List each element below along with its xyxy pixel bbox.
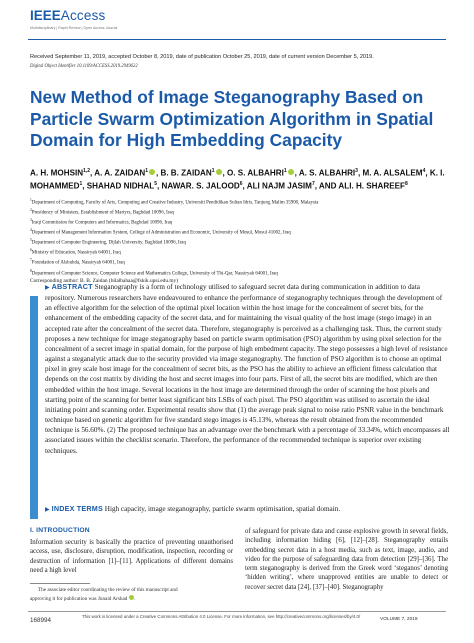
triangle-bullet-icon: ▶ — [45, 285, 50, 291]
affiliation-list — [30, 197, 455, 278]
affiliation-text: Department of Computer Science, Computer Science and Mathematics College, University of Thi-Qar, Nassiryah 64001, Iraq — [31, 271, 278, 277]
footer-divider — [28, 611, 446, 612]
author-affiliation-sup: 1 — [283, 168, 287, 174]
orcid-icon[interactable] — [129, 595, 134, 600]
author-affiliation-sup: 3 — [355, 168, 358, 174]
author-name: AND ALI. H. SHAREEF — [318, 181, 405, 191]
affiliation-item — [30, 247, 455, 257]
affiliation-text: Department of Management Information System, College of Administration and Economic, University of Mosul, Mosul 41002, Iraq — [31, 230, 291, 236]
affiliation-number: 8 — [30, 268, 32, 273]
received-dates: Received September 11, 2019, accepted October 8, 2019, date of publication October 25, 2019, date of current version December 5, 2019. — [30, 54, 374, 60]
author-name: SHAHAD NIDHAL — [86, 181, 155, 191]
editor-footnote — [30, 586, 233, 603]
orcid-icon[interactable] — [216, 169, 222, 175]
author-affiliation-sup: 1 — [79, 181, 83, 188]
author-affiliation-sup: 1 — [211, 168, 215, 174]
author-name: M. A. ALSALEM — [362, 168, 423, 178]
footnote-divider — [30, 583, 90, 584]
author-separator: , — [82, 181, 87, 191]
section-heading-introduction: I. INTRODUCTION — [30, 527, 90, 534]
doi-line[interactable]: Digital Object Identifier 10.1109/ACCESS.2019.2949622 — [30, 64, 138, 69]
affiliation-item — [30, 217, 455, 227]
affiliation-item — [30, 237, 455, 247]
affiliation-text: Department of Computing, Faculty of Arts, Computing and Creative Industry, Universiti Pendidikan Sultan Idris, Tanjung Malim 35900, Malaysia — [31, 200, 319, 206]
author-name: A. A. ZAIDAN — [94, 168, 146, 178]
volume-label: VOLUME 7, 2019 — [380, 617, 418, 622]
index-terms-heading: INDEX TERMS — [51, 504, 103, 513]
abstract-block — [45, 282, 450, 456]
abstract-accent-bar — [30, 296, 38, 518]
author-separator: , — [425, 168, 430, 178]
footnote-line-1: The associate editor coordinating the review of this manuscript and — [38, 587, 178, 593]
author-separator: , — [90, 168, 95, 178]
header-divider — [28, 39, 446, 40]
author-affiliation-sup: 5 — [154, 181, 157, 188]
author-name: O. S. ALBAHRI — [227, 168, 284, 178]
affiliation-text: Ministry of Education, Nassiryah 64001, Iraq — [31, 251, 121, 257]
triangle-bullet-icon: ▶ — [45, 507, 50, 513]
affiliation-number: 1 — [30, 198, 32, 202]
affiliation-item — [30, 268, 455, 278]
author-affiliation-sup: 4 — [422, 168, 426, 174]
affiliation-number: 7 — [30, 258, 32, 263]
affiliation-item — [30, 257, 455, 267]
affiliation-number: 3 — [30, 218, 32, 223]
paper-title: New Method of Image Steganography Based on Particle Swarm Optimization Algorithm in Spatial Domain for High Embedding Capacity — [30, 87, 434, 150]
author-name: A. H. MOHSIN — [30, 168, 84, 178]
intro-right-column: of safeguard for private data and cause explosive growth in several fields, including information hiding [6], [12]–[28]. Steganography entails embedding secret data in a host media, such as text, image, audio, and video for the purpose of safeguarding data from detection [29]–[36]. The term steganography is derived from the Greek word ‘steganos’ denoting ‘hidden writing’, where unapproved entities are unable to detect or recover secret data [24], [37]–[40]. Steganography — [245, 528, 448, 591]
logo-bold-text: IEEE — [30, 8, 61, 23]
corresponding-author[interactable]: Corresponding author: B. B. Zaidan (bilalbahaa@fskik.upsi.edu.my) — [30, 278, 179, 284]
footnote-line-2: approving it for publication was Junaid Arshad . — [30, 595, 135, 602]
author-affiliation-sup: 8 — [404, 181, 408, 188]
affiliation-item — [30, 197, 455, 207]
author-affiliation-sup: 1 — [145, 168, 148, 174]
author-list — [30, 166, 455, 192]
footnote-line-2-text: approving it for publication was Junaid Arshad — [30, 595, 128, 602]
affiliation-text: Department of Computer Engineering, Dijlah University, Baghdad 10096, Iraq — [31, 240, 186, 246]
journal-logo — [30, 8, 105, 23]
logo-light-text: Access — [60, 8, 106, 23]
affiliation-number: 6 — [30, 248, 32, 253]
author-separator: , — [242, 181, 247, 191]
abstract-heading: ABSTRACT — [51, 282, 93, 291]
index-terms-text: High capacity, image steganography, particle swarm optimisation, spatial domain. — [104, 505, 341, 513]
journal-tagline: Multidisciplinary | Rapid Review | Open Access Journal — [30, 26, 118, 30]
affiliation-number: 5 — [30, 238, 32, 243]
affiliation-text: Iraqi Commission for Computers and Informatics, Baghdad 10096, Iraq — [31, 220, 173, 226]
index-terms-accent-bar — [30, 505, 38, 519]
author-affiliation-sup: 6 — [239, 181, 243, 188]
author-separator: , — [156, 181, 162, 191]
author-separator: , — [314, 181, 319, 191]
author-name: A. S. ALBAHRI — [298, 168, 356, 178]
page-number: 168994 — [30, 617, 52, 624]
author-name: B. B. ZAIDAN — [160, 168, 212, 178]
author-name: ALI NAJM JASIM — [246, 181, 312, 191]
affiliation-text: Presidency of Ministers, Establishment of Martyrs, Baghdad 10096, Iraq — [31, 210, 175, 216]
author-name: K. I. MOHAMMED — [30, 168, 445, 191]
author-separator: , — [357, 168, 363, 178]
abstract-text: Steganography is a form of technology utilised to safeguard secret data during communication in addition to data repository. Numerous researchers have endeavoured to enhance the performance of steganography techniques through the development of an effective algorithm for the selection of the optimal pixel location within the host image for the concealment of secret bits, for the enhancement of the embedding capacity of the secret data, and for maintaining the visual quality of the host image (stego image) in an accepted rate after the concealment of the secret data. Therefore, steganography is perceived as a challenging task. Thus, the current study proposes a new technique for image steganography based on particle swarm optimisation (PSO) algorithm by using pixel selection for the concealment of a secret image in spatial domain, for the purpose of high embedment capacity. The stego possesses a high level of resistance against a steganalytic attack due to the security provided via image steganography. The function of PSO algorithm is to choose an optimal pixel in grey scale host image for the concealment of secret bits, as the PSO has the ability to achieve an efficient fitness calculation that depends on the cost matrix by dividing the host and secret images into four parts. First of all, the secret bits are modified, which are then embedded within the host image. Several locations in the host image are determined through the order of scanning the host pixels and starting point of the scanning for better least significant bits LSBs of each pixel. The PSO algorithm was utilised to ascertain the ideal initiating point and scanning order. Experimental results show that (1) the average peak signal to noise ratio PSNR value in the benchmark technique based on genetic algorithm for five standard stego images is 45.13%, whereas the result obtained from the recommended technique is 56.60%. (2) The proposed technique has an advantage over the benchmark with a percentage of 33.34%, which encompasses all associated issues within the checklist scenario. Therefore, the performance of the recommended technique is superior over existing techniques. — [45, 283, 450, 455]
author-affiliation-sup: 1,2 — [83, 168, 91, 174]
orcid-icon[interactable] — [149, 169, 155, 175]
affiliation-item — [30, 227, 455, 237]
author-affiliation-sup: 7 — [311, 181, 315, 188]
author-separator: , — [155, 168, 161, 178]
author-name: NAWAR. S. JALOOD — [161, 181, 240, 191]
author-separator: , — [222, 168, 228, 178]
intro-left-column: Information security is basically the practice of preventing unauthorised access, use, disclosure, disruption, modification, inspection, recording or destruction of information [1]–[11]. Applications of different domains need a high level — [30, 539, 233, 574]
affiliation-number: 2 — [30, 208, 32, 213]
affiliation-number: 4 — [30, 228, 32, 233]
affiliation-text: Foundation of Alshuhda, Nassiryah 64001, Iraq — [31, 261, 125, 267]
license-notice[interactable]: This work is licensed under a Creative Commons Attribution 4.0 License. For more information, see http://creativecommons.org/licenses/by/4.0/ — [82, 614, 361, 619]
index-terms-block — [45, 504, 450, 515]
orcid-icon[interactable] — [288, 169, 294, 175]
affiliation-item — [30, 207, 455, 217]
author-separator: , — [294, 168, 299, 178]
